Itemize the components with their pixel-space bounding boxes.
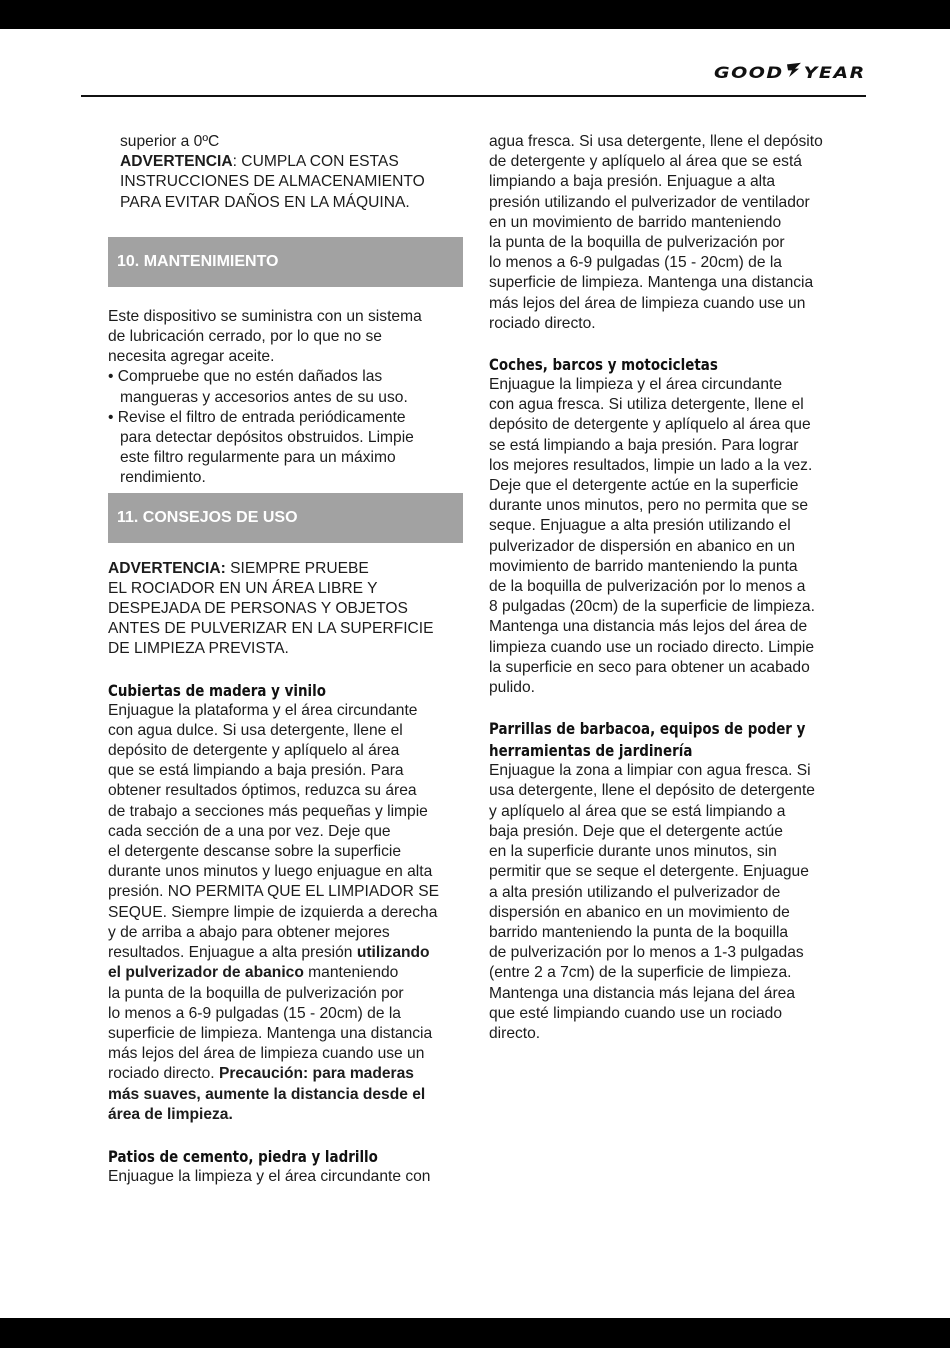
bullet-line: rendimiento. bbox=[120, 469, 206, 487]
subheading-patios: Patios de cemento, piedra y ladrillo bbox=[108, 1146, 378, 1166]
decks-line: obtener resultados óptimos, reduzca su área bbox=[108, 782, 417, 800]
bullet-line: mangueras y accesorios antes de su uso. bbox=[120, 388, 408, 406]
right-column bbox=[489, 132, 859, 1044]
grills-line: Enjuague la zona a limpiar con agua fresca. Si bbox=[489, 762, 811, 780]
decks-line: más lejos del área de limpieza cuando use un bbox=[108, 1045, 425, 1063]
decks-line: con agua dulce. Si usa detergente, llene el bbox=[108, 721, 403, 739]
patios-continued bbox=[489, 132, 859, 334]
subheading-cars: Coches, barcos y motocicletas bbox=[489, 355, 718, 375]
cars-line: pulverizador de dispersión en abanico en un bbox=[489, 537, 796, 555]
maintenance-line: de lubricación cerrado, por lo que no se bbox=[108, 328, 382, 346]
grills-line: directo. bbox=[489, 1024, 541, 1042]
cars-line: la superficie en seco para obtener un acabado bbox=[489, 658, 810, 676]
maintenance-line: Este dispositivo se suministra con un sistema bbox=[108, 307, 422, 325]
storage-line: superior a 0ºC bbox=[120, 133, 220, 150]
decks-line: presión. NO PERMITA QUE EL LIMPIADOR SE bbox=[108, 883, 440, 901]
cars-line: movimiento de barrido manteniendo la punta bbox=[489, 557, 798, 575]
decks-line: rociado directo. Precaución: para maderas bbox=[108, 1065, 414, 1083]
grills-line: (entre 2 a 7cm) de la superficie de limpieza. bbox=[489, 964, 792, 982]
decks-line: el pulverizador de abanico manteniendo bbox=[108, 964, 399, 982]
cars-line: pulido. bbox=[489, 679, 535, 697]
patios-line: de detergente y aplíquelo al área que se está bbox=[489, 153, 802, 171]
cars-line: con agua fresca. Si utiliza detergente, llene el bbox=[489, 396, 804, 414]
cars-line: limpieza cuando use un rociado directo. Limpie bbox=[489, 638, 815, 656]
patios-line: limpiando a baja presión. Enjuague a alta bbox=[489, 173, 776, 191]
patios-line: la punta de la boquilla de pulverización por bbox=[489, 234, 785, 252]
patios-line: Enjuague la limpieza y el área circundante con bbox=[108, 1167, 431, 1185]
cars-line: de la boquilla de pulverización por lo menos a bbox=[489, 578, 806, 596]
cars-line: Mantenga una distancia más lejos del área de bbox=[489, 618, 808, 636]
header-rule bbox=[81, 95, 866, 97]
section-header-tips: 11. CONSEJOS DE USO bbox=[108, 493, 463, 543]
cars-line: Enjuague la limpieza y el área circundante bbox=[489, 376, 782, 394]
grills-line: barrido manteniendo la punta de la boquilla bbox=[489, 923, 789, 941]
section-header-maintenance: 10. MANTENIMIENTO bbox=[108, 237, 463, 287]
top-black-bar bbox=[0, 0, 950, 29]
cars-line: 8 pulgadas (20cm) de la superficie de limpieza. bbox=[489, 598, 815, 616]
decks-body bbox=[108, 701, 468, 1125]
tips-warning-line: DESPEJADA DE PERSONAS Y OBJETOS bbox=[108, 600, 408, 618]
grills-line: dispersión en abanico en un movimiento de bbox=[489, 903, 790, 921]
cars-line: se está limpiando a baja presión. Para lograr bbox=[489, 436, 799, 454]
grills-line: y aplíquelo al área que se está limpiando a bbox=[489, 802, 786, 820]
tips-warning-line: ADVERTENCIA: SIEMPRE PRUEBE bbox=[108, 559, 369, 577]
bullet-line: • Compruebe que no estén dañados las bbox=[108, 368, 383, 386]
decks-line: depósito de detergente y aplíquelo al área bbox=[108, 742, 400, 760]
tips-warning bbox=[108, 559, 468, 660]
decks-line: lo menos a 6-9 pulgadas (15 - 20cm) de la bbox=[108, 1004, 401, 1022]
tips-warning-line: DE LIMPIEZA PREVISTA. bbox=[108, 640, 289, 658]
grills-line: Mantenga una distancia más lejana del área bbox=[489, 984, 796, 1002]
patios-line: más lejos del área de limpieza cuando use un bbox=[489, 294, 806, 312]
grills-line: baja presión. Deje que el detergente actúe bbox=[489, 822, 783, 840]
goodyear-logo: GOOD YEAR bbox=[714, 61, 866, 82]
decks-line: más suaves, aumente la distancia desde el bbox=[108, 1085, 426, 1103]
patios-line: en un movimiento de barrido manteniendo bbox=[489, 213, 782, 231]
decks-line: de trabajo a secciones más pequeñas y limpie bbox=[108, 802, 428, 820]
bullet-line: este filtro regularmente para un máximo bbox=[120, 449, 396, 467]
patios-line: agua fresca. Si usa detergente, llene el depósito bbox=[489, 133, 823, 150]
grills-body bbox=[489, 761, 859, 1044]
storage-warning: ADVERTENCIA: CUMPLA CON ESTAS bbox=[120, 153, 399, 171]
grills-line: en la superficie durante unos minutos, sin bbox=[489, 843, 777, 861]
patios-line: superficie de limpieza. Mantenga una distancia bbox=[489, 274, 814, 292]
decks-line: el detergente descanse sobre la superficie bbox=[108, 843, 401, 861]
tips-warning-line: ANTES DE PULVERIZAR EN LA SUPERFICIE bbox=[108, 620, 434, 638]
decks-line: superficie de limpieza. Mantenga una distancia bbox=[108, 1024, 433, 1042]
decks-line: cada sección de a una por vez. Deje que bbox=[108, 822, 391, 840]
decks-line: y de arriba a abajo para obtener mejores bbox=[108, 923, 390, 941]
bullet-line: • Revise el filtro de entrada periódicamente bbox=[108, 408, 406, 426]
decks-line: Enjuague la plataforma y el área circundante bbox=[108, 701, 418, 719]
subheading-decks: Cubiertas de madera y vinilo bbox=[108, 680, 327, 700]
cars-line: seque. Enjuague a alta presión utilizando el bbox=[489, 517, 791, 535]
patios-line: presión utilizando el pulverizador de ventilador bbox=[489, 193, 810, 211]
storage-note bbox=[108, 132, 468, 213]
grills-line: permitir que se seque el detergente. Enjuague bbox=[489, 863, 809, 881]
bottom-black-bar bbox=[0, 1318, 950, 1348]
decks-line: resultados. Enjuague a alta presión utilizando bbox=[108, 944, 430, 962]
storage-line: PARA EVITAR DAÑOS EN LA MÁQUINA. bbox=[120, 193, 410, 211]
decks-line: que se está limpiando a baja presión. Para bbox=[108, 762, 404, 780]
decks-line: área de limpieza. bbox=[108, 1105, 233, 1123]
cars-line: durante unos minutos, pero no permita que se bbox=[489, 497, 809, 515]
maintenance-line: necesita agregar aceite. bbox=[108, 348, 275, 366]
subheading-grills: Parrillas de barbacoa, equipos de poder y bbox=[489, 719, 806, 739]
maintenance-body bbox=[108, 307, 468, 489]
grills-line: de pulverización por lo menos a 1-3 pulgadas bbox=[489, 944, 804, 962]
left-column bbox=[108, 132, 468, 1187]
bullet-line: para detectar depósitos obstruidos. Limpie bbox=[120, 429, 414, 447]
grills-line: usa detergente, llene el depósito de detergente bbox=[489, 782, 815, 800]
grills-line: a alta presión utilizando el pulverizador de bbox=[489, 883, 781, 901]
cars-line: los mejores resultados, limpie un lado a la vez. bbox=[489, 456, 813, 474]
patios-line: rociado directo. bbox=[489, 314, 596, 332]
decks-line: la punta de la boquilla de pulverización por bbox=[108, 984, 404, 1002]
patios-line: lo menos a 6-9 pulgadas (15 - 20cm) de la bbox=[489, 254, 782, 272]
decks-line: SEQUE. Siempre limpie de izquierda a derecha bbox=[108, 903, 438, 921]
subheading-grills-line2: herramientas de jardinería bbox=[489, 741, 693, 761]
winged-foot-icon bbox=[784, 61, 804, 82]
storage-line: INSTRUCCIONES DE ALMACENAMIENTO bbox=[120, 173, 425, 191]
cars-line: depósito de detergente y aplíquelo al área que bbox=[489, 416, 811, 434]
tips-warning-line: EL ROCIADOR EN UN ÁREA LIBRE Y bbox=[108, 579, 378, 597]
cars-line: Deje que el detergente actúe en la superficie bbox=[489, 477, 799, 495]
grills-line: que esté limpiando cuando use un rociado bbox=[489, 1004, 783, 1022]
cars-body bbox=[489, 375, 859, 698]
decks-line: durante unos minutos y luego enjuague en alta bbox=[108, 863, 433, 881]
